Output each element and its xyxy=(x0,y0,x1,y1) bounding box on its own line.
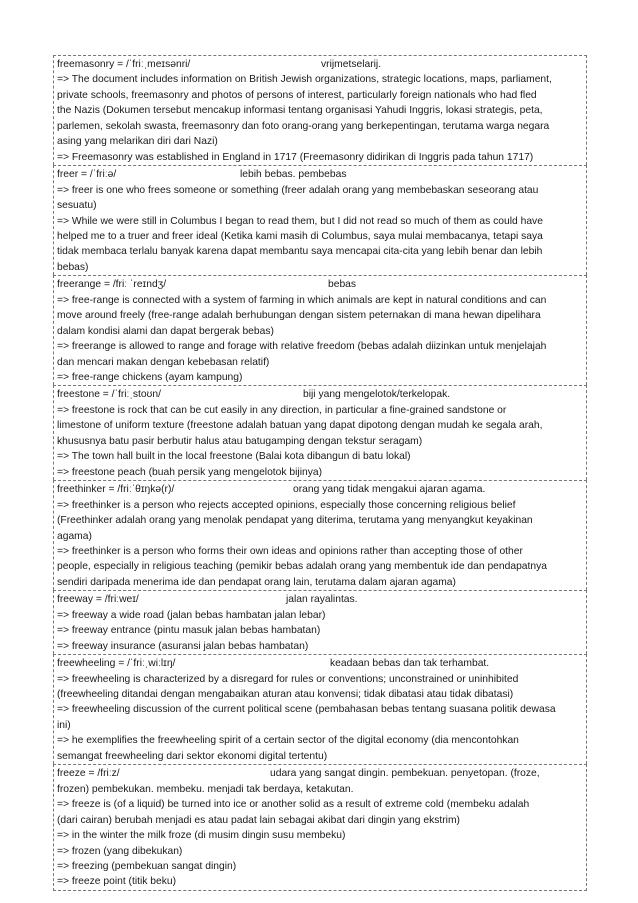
entry-line: (Freethinker adalah orang yang menolak pendapat yang diterima, terutama yang menyangkut keyakinan xyxy=(57,515,533,527)
entry-line: limestone of uniform texture (freestone adalah batuan yang dapat dipotong dengan mudah ke segala arah, xyxy=(57,420,543,432)
entry-head xyxy=(57,277,584,292)
entry-line: people, especially in religious teaching (pemikir bebas adalah orang yang membentuk ide dan pendapatnya xyxy=(57,561,547,573)
entry-freerange xyxy=(53,275,587,385)
entry-line: => freethinker is a person who forms their own ideas and opinions rather than accepting those of other xyxy=(57,545,523,557)
entry-meaning: lebih bebas. pembebas xyxy=(240,169,347,181)
entry-line: => freerange is allowed to range and forage with relative freedom (bebas adalah diizinkan untuk menjelajah xyxy=(57,341,547,353)
entry-line: => While we were still in Columbus I began to read them, but I did not read so much of them as could have xyxy=(57,215,543,227)
entry-line: => in the winter the milk froze (di musim dingin susu membeku) xyxy=(57,830,346,842)
entry-line: ini) xyxy=(57,719,71,731)
entry-line: private schools, freemasonry and photos of persons of interest, particularly foreign nationals who had fled xyxy=(57,89,537,101)
entry-freemasonry xyxy=(53,55,587,165)
entry-line: => free-range chickens (ayam kampung) xyxy=(57,372,243,384)
entry-term: freeway = /friːweɪ/ xyxy=(57,594,139,606)
entry-line: sendiri daripada menerima ide dan pendapat orang lain, terutama dalam ajaran agama) xyxy=(57,576,456,588)
entry-line: => The document includes information on British Jewish organizations, strategic locations, maps, parliament, xyxy=(57,74,552,86)
entry-line: agama) xyxy=(57,530,92,542)
entry-line: => freer is one who frees someone or something (freer adalah orang yang membebaskan seseorang atau xyxy=(57,184,539,196)
entry-head xyxy=(57,57,584,72)
entry-freer xyxy=(53,165,587,275)
entry-meaning: biji yang mengelotok/terkelopak. xyxy=(303,389,451,401)
entry-meaning: udara yang sangat dingin. pembekuan. penyetopan. (froze, xyxy=(270,768,540,780)
entry-line: => Freemasonry was established in England in 1717 (Freemasonry didirikan di Inggris pada tahun 1717) xyxy=(57,151,534,163)
entry-term: freemasonry = /ˈfriːˌmeɪsənri/ xyxy=(57,59,191,70)
entry-freestone xyxy=(53,385,587,480)
entry-meaning: keadaan bebas dan tak terhambat. xyxy=(330,658,490,670)
entry-line: (freewheeling ditandai dengan mengabaikan aturan atau konvensi; tidak dibatasi atau tidak dibatasi) xyxy=(57,689,514,701)
entry-line: => freestone is rock that can be cut easily in any direction, in particular a fine-grained sandstone or xyxy=(57,404,507,416)
entry-head xyxy=(57,592,584,607)
entry-line: => freeze point (titik beku) xyxy=(57,876,177,888)
entry-freethinker xyxy=(53,480,587,590)
entry-line: sesuatu) xyxy=(57,200,97,212)
entry-meaning: orang yang tidak mengakui ajaran agama. xyxy=(293,484,486,496)
entry-line: khususnya batu pasir berbutir halus atau batugamping dengan tekstur seragam) xyxy=(57,435,423,447)
entry-term: freeze = /friːz/ xyxy=(57,768,120,780)
entry-line: dan mencari makan dengan kebebasan relatif) xyxy=(57,356,270,368)
entry-head xyxy=(57,656,584,671)
entry-line: the Nazis (Dokumen tersebut mencakup informasi tentang organisasi Yahudi Inggris, lokasi strategis, peta, xyxy=(57,105,543,117)
entry-head xyxy=(57,766,584,781)
entry-line: dalam kondisi alami dan dapat bergerak bebas) xyxy=(57,325,274,337)
entry-line: frozen) pembekukan. membeku. menjadi tak berdaya, ketakutan. xyxy=(57,783,354,795)
entry-line: bebas) xyxy=(57,261,89,273)
entry-line: (dari cairan) berubah menjadi es atau padat lain sebagai akibat dari dingin yang ekstrim) xyxy=(57,814,460,826)
entry-head xyxy=(57,167,584,182)
entry-freewheeling xyxy=(53,654,587,764)
entry-head xyxy=(57,387,584,402)
entry-line: => freestone peach (buah persik yang mengelotok bijinya) xyxy=(57,466,323,478)
entry-term: freer = /ˈfriːə/ xyxy=(57,169,117,181)
entry-line: => frozen (yang dibekukan) xyxy=(57,845,183,857)
entry-line: => he exemplifies the freewheeling spirit of a certain sector of the digital economy (dia mencontohkan xyxy=(57,735,519,747)
entry-line: => The town hall built in the local freestone (Balai kota dibangun di batu lokal) xyxy=(57,451,411,463)
entry-line: => freeze is (of a liquid) be turned into ice or another solid as a result of extreme cold (membeku adalah xyxy=(57,799,530,811)
entry-line: => freewheeling is characterized by a disregard for rules or conventions; unconstrained or uninhibited xyxy=(57,673,519,685)
entry-term: freethinker = /friːˈθɪŋkə(r)/ xyxy=(57,484,175,496)
entry-line: => freeway entrance (pintu masuk jalan bebas hambatan) xyxy=(57,625,321,637)
entry-line: move around freely (free-range adalah berhubungan dengan sistem peternakan di mana hewan dipelihara xyxy=(57,310,541,322)
entry-line: => freewheeling discussion of the current political scene (pembahasan bebas tentang suasana politik dewasa xyxy=(57,704,556,716)
entry-line: semangat freewheeling dari sektor ekonomi digital tertentu) xyxy=(57,750,328,762)
entry-line: tidak membaca terlalu banyak karena dapat membantu saya mencapai cita-cita yang lebih benar dan lebih xyxy=(57,246,543,258)
entry-term: freewheeling = /ˈfriːˌwiːlɪŋ/ xyxy=(57,658,176,670)
entry-line: => freeway insurance (asuransi jalan bebas hambatan) xyxy=(57,640,309,652)
entry-meaning: bebas xyxy=(328,279,357,291)
entry-line: => free-range is connected with a system of farming in which animals are kept in natural conditions and can xyxy=(57,294,547,306)
entry-term: freestone = /ˈfriːˌstoʊn/ xyxy=(57,389,161,401)
entry-freeze xyxy=(53,764,587,891)
dictionary-page xyxy=(53,55,587,891)
entry-meaning: jalan rayalintas. xyxy=(286,594,358,606)
entry-line: => freezing (pembekuan sangat dingin) xyxy=(57,860,237,872)
entry-freeway xyxy=(53,590,587,654)
entry-meaning: vrijmetselarij. xyxy=(321,59,382,70)
entry-head xyxy=(57,482,584,497)
entry-line: parlemen, sekolah swasta, freemasonry dan foto orang-orang yang berkepentingan, terutama warga negara xyxy=(57,120,550,132)
entry-term: freerange = /friː ˈreɪndʒ/ xyxy=(57,279,167,291)
entry-line: => freethinker is a person who rejects accepted opinions, especially those concerning religious belief xyxy=(57,499,516,511)
entry-line: asing yang melarikan diri dari Nazi) xyxy=(57,136,218,148)
entry-line: => freeway a wide road (jalan bebas hambatan jalan lebar) xyxy=(57,609,326,621)
entry-line: helped me to a truer and freer ideal (Ketika kami masih di Columbus, saya mulai membacanya, tetapi saya xyxy=(57,230,543,242)
